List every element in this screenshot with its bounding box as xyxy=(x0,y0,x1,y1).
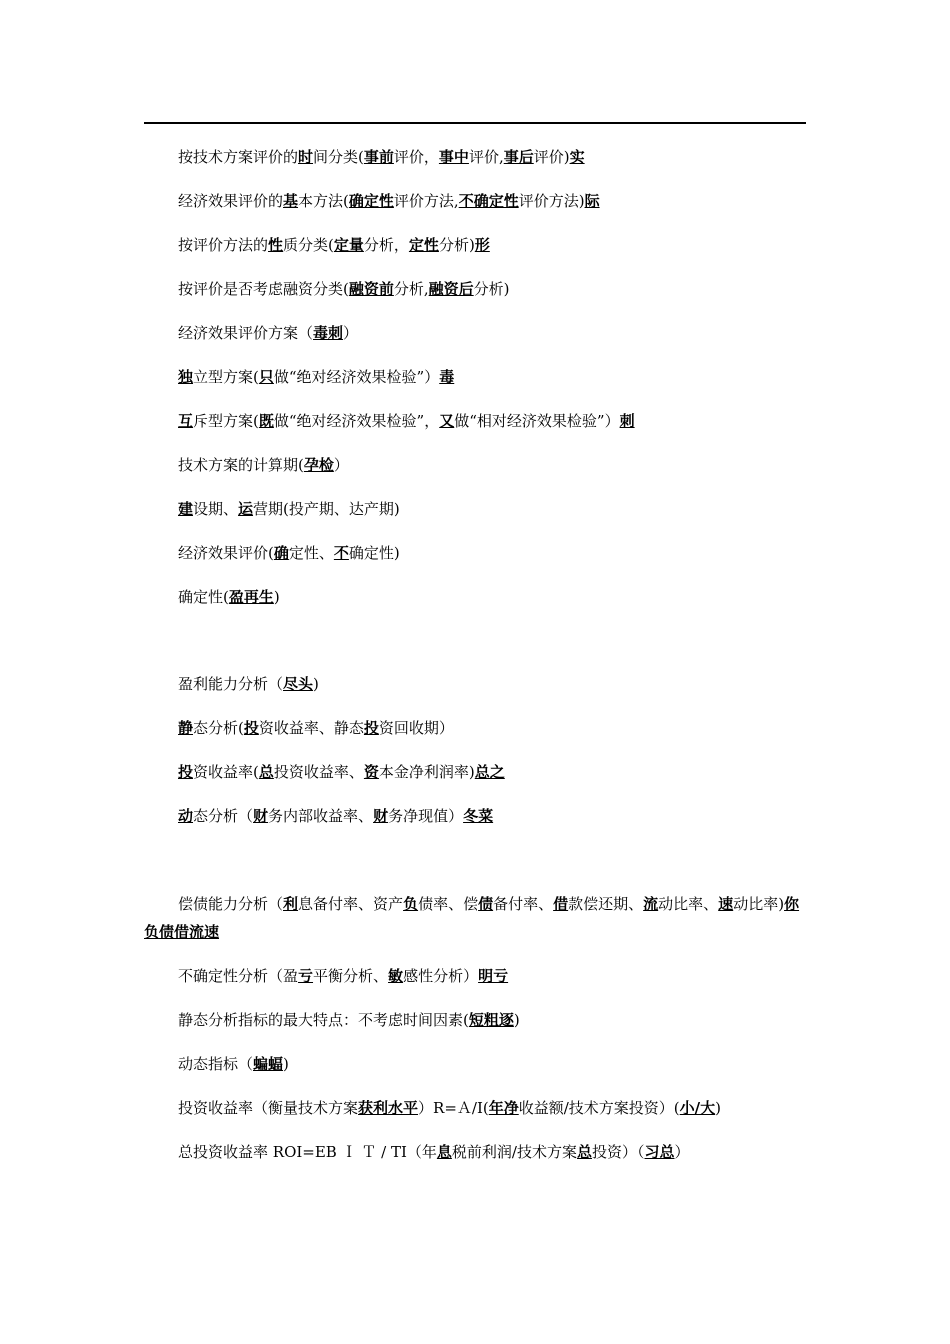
body-text: 按评价方法的 xyxy=(178,236,269,254)
text-line xyxy=(178,674,806,694)
text-line xyxy=(178,762,806,782)
body-text: 评价方法, xyxy=(393,192,459,210)
text-line xyxy=(178,411,806,431)
keyword-text: 事前 xyxy=(363,148,394,166)
body-text: 息备付率、资产 xyxy=(298,895,404,913)
body-text: 动态指标（ xyxy=(178,1055,254,1073)
body-text: 做“绝对经济效果检验”） xyxy=(273,368,440,386)
keyword-text: 静 xyxy=(178,719,194,737)
keyword-text: 亏 xyxy=(298,967,314,985)
keyword-text: 确定性 xyxy=(348,192,394,210)
body-text: 税前利润/技术方案 xyxy=(451,1143,577,1161)
keyword-text: 运 xyxy=(238,500,254,518)
body-text: 经济效果评价( xyxy=(178,544,274,562)
body-text: 动比率) xyxy=(733,895,785,913)
keyword-text: 息 xyxy=(436,1143,452,1161)
keyword-text: 又 xyxy=(439,412,455,430)
body-text: 分析, xyxy=(393,280,429,298)
text-line xyxy=(178,587,806,607)
body-text: 评价方法) xyxy=(518,192,585,210)
body-text: 本金净利润率) xyxy=(378,763,475,781)
keyword-text: 时 xyxy=(298,148,314,166)
keyword-text: 既 xyxy=(258,412,274,430)
body-text: ) xyxy=(513,1011,520,1029)
body-text: 立型方案( xyxy=(193,368,259,386)
keyword-text: 负 xyxy=(403,895,419,913)
body-text: 做“绝对经济效果检验”， xyxy=(273,412,440,430)
keyword-text: 独 xyxy=(178,368,194,386)
keyword-text: 获利水平 xyxy=(358,1099,419,1117)
keyword-text: 敏 xyxy=(388,967,404,985)
body-text: 按技术方案评价的 xyxy=(178,148,299,166)
body-text: 平衡分析、 xyxy=(313,967,389,985)
keyword-text: 刺 xyxy=(619,412,635,430)
text-line xyxy=(178,279,806,299)
body-text: 务净现值） xyxy=(388,807,464,825)
body-text: 按评价是否考虑融资分类( xyxy=(178,280,349,298)
text-line xyxy=(178,1054,806,1074)
keyword-text: 际 xyxy=(584,192,600,210)
keyword-text: 你负债借流速 xyxy=(144,895,800,941)
text-line xyxy=(178,543,806,563)
header-rule xyxy=(144,122,806,124)
body-text: 收益额/技术方案投资）( xyxy=(518,1099,680,1117)
keyword-text: 确 xyxy=(273,544,289,562)
body-text: 债率、偿 xyxy=(418,895,479,913)
keyword-text: 动 xyxy=(178,807,194,825)
text-line xyxy=(178,1010,806,1030)
keyword-text: 投 xyxy=(243,719,259,737)
keyword-text: 总 xyxy=(576,1143,592,1161)
text-line xyxy=(178,147,806,167)
text-line xyxy=(178,966,806,986)
keyword-text: 孕检 xyxy=(303,456,334,474)
keyword-text: 投 xyxy=(363,719,379,737)
text-line xyxy=(178,323,806,343)
keyword-text: 实 xyxy=(569,148,585,166)
body-text: 分析) xyxy=(473,280,510,298)
keyword-text: 总 xyxy=(258,763,274,781)
body-text: ) xyxy=(273,588,280,606)
text-line xyxy=(178,499,806,519)
body-text: 投资收益率、 xyxy=(273,763,364,781)
body-text: 间分类( xyxy=(313,148,364,166)
keyword-text: 尽头 xyxy=(283,675,314,693)
keyword-text: 融资后 xyxy=(428,280,474,298)
keyword-text: 互 xyxy=(178,412,194,430)
body-text: 资收益率、静态 xyxy=(258,719,364,737)
text-line xyxy=(178,191,806,211)
keyword-text: 债 xyxy=(478,895,494,913)
body-text: 评价, xyxy=(468,148,504,166)
keyword-text: 利 xyxy=(283,895,299,913)
keyword-text: 总之 xyxy=(474,763,505,781)
keyword-text: 明亏 xyxy=(478,967,509,985)
keyword-text: 盈再生 xyxy=(228,588,274,606)
keyword-text: 毒刺 xyxy=(313,324,344,342)
body-text: 经济效果评价方案（ xyxy=(178,324,314,342)
body-text: 定性、 xyxy=(288,544,334,562)
keyword-text: 建 xyxy=(178,500,194,518)
keyword-text: 习总 xyxy=(644,1143,675,1161)
keyword-text: 不 xyxy=(333,544,349,562)
body-text: 技术方案的计算期( xyxy=(178,456,304,474)
keyword-text: 蝙蝠 xyxy=(253,1055,284,1073)
body-text: 总投资收益率 ROI=EB Ｉ Ｔ / TI（年 xyxy=(178,1143,437,1161)
text-line xyxy=(178,1098,806,1118)
body-text: 偿债能力分析（ xyxy=(178,895,284,913)
body-text: 投资）（ xyxy=(591,1143,645,1161)
body-text: 备付率、 xyxy=(493,895,554,913)
body-text: ) xyxy=(715,1099,722,1117)
body-text: 质分类( xyxy=(283,236,334,254)
text-line xyxy=(178,367,806,387)
text-line xyxy=(178,235,806,255)
keyword-text: 不确定性 xyxy=(458,192,519,210)
keyword-text: 性 xyxy=(268,236,284,254)
keyword-text: 财 xyxy=(253,807,269,825)
solvency-paragraph xyxy=(144,890,806,946)
keyword-text: 事后 xyxy=(503,148,534,166)
body-text: 确定性( xyxy=(178,588,229,606)
body-text: ） xyxy=(674,1143,690,1161)
body-text: 资收益率( xyxy=(193,763,259,781)
body-text: 感性分析） xyxy=(403,967,479,985)
text-line xyxy=(178,455,806,475)
body-text: 本方法( xyxy=(298,192,349,210)
keyword-text: 形 xyxy=(474,236,490,254)
keyword-text: 速 xyxy=(718,895,734,913)
keyword-text: 年净 xyxy=(488,1099,519,1117)
body-text: 评价， xyxy=(393,148,439,166)
keyword-text: 融资前 xyxy=(348,280,394,298)
keyword-text: 冬菜 xyxy=(463,807,494,825)
body-text: 资回收期） xyxy=(378,719,454,737)
body-text: 营期(投产期、达产期) xyxy=(253,500,400,518)
body-text: 态分析（ xyxy=(193,807,254,825)
text-line xyxy=(178,1142,806,1162)
body-text: 设期、 xyxy=(193,500,239,518)
text-line xyxy=(178,806,806,826)
body-text: 分析) xyxy=(438,236,475,254)
keyword-text: 财 xyxy=(373,807,389,825)
keyword-text: 投 xyxy=(178,763,194,781)
body-text: 确定性) xyxy=(348,544,400,562)
body-text: 分析， xyxy=(363,236,409,254)
keyword-text: 毒 xyxy=(439,368,455,386)
body-text: ) xyxy=(313,675,319,693)
body-text: 款偿还期、 xyxy=(568,895,644,913)
text-line xyxy=(178,718,806,738)
body-text: 评价) xyxy=(533,148,570,166)
keyword-text: 资 xyxy=(363,763,379,781)
body-text: ）R=Ａ/I( xyxy=(418,1099,489,1117)
body-text: 斥型方案( xyxy=(193,412,259,430)
body-text: ） xyxy=(343,324,359,342)
body-text: 做“相对经济效果检验”） xyxy=(454,412,620,430)
keyword-text: 基 xyxy=(283,192,299,210)
keyword-text: 短粗逐 xyxy=(468,1011,514,1029)
body-text: ) xyxy=(283,1055,289,1073)
keyword-text: 定量 xyxy=(333,236,364,254)
body-text: 态分析( xyxy=(193,719,244,737)
body-text: ） xyxy=(333,456,349,474)
body-text: 不确定性分析（盈 xyxy=(178,967,299,985)
body-text: 投资收益率（衡量技术方案 xyxy=(178,1099,359,1117)
keyword-text: 小/大 xyxy=(679,1099,716,1117)
body-text: 盈利能力分析（ xyxy=(178,675,284,693)
keyword-text: 流 xyxy=(643,895,659,913)
body-text: 静态分析指标的最大特点：不考虑时间因素( xyxy=(178,1011,469,1029)
body-text: 动比率、 xyxy=(658,895,719,913)
keyword-text: 定性 xyxy=(408,236,439,254)
keyword-text: 事中 xyxy=(438,148,469,166)
body-text: 务内部收益率、 xyxy=(268,807,374,825)
keyword-text: 只 xyxy=(258,368,274,386)
keyword-text: 借 xyxy=(553,895,569,913)
body-text: 经济效果评价的 xyxy=(178,192,284,210)
